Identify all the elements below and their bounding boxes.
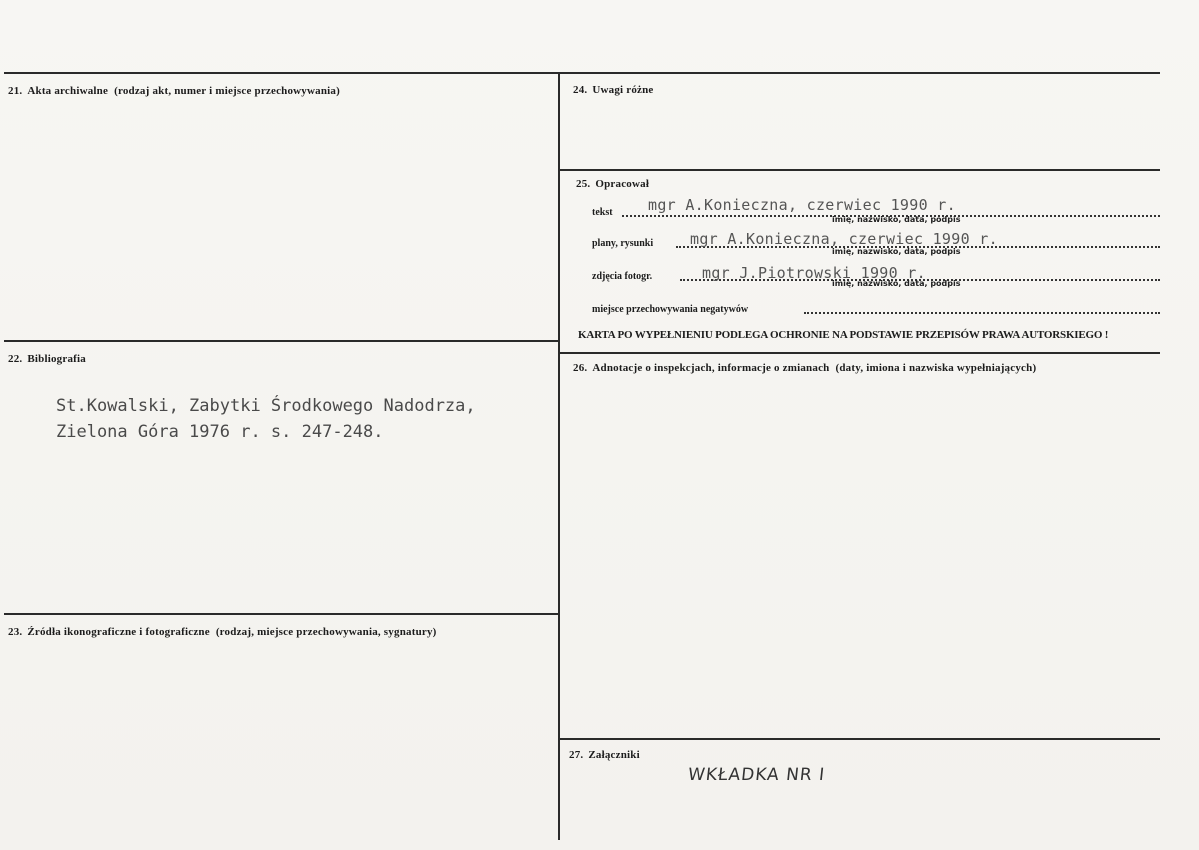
negatives-label: miejsce przechowywania negatywów <box>592 304 749 315</box>
section-25-heading <box>576 178 649 190</box>
bibliography-line-1: St.Kowalski, Zabytki Środkowego Nadodrza, <box>56 396 476 416</box>
text-sub-caption: imię, nazwisko, data, podpis <box>832 215 961 224</box>
photos-value: mgr J.Piotrowski 1990 r. <box>702 264 926 282</box>
section-23-number: 23. <box>8 626 23 638</box>
plans-value: mgr A.Konieczna, czerwiec 1990 r. <box>690 230 998 248</box>
rule-22-23 <box>4 613 559 615</box>
section-23-note: (rodzaj, miejsce przechowywania, sygnatury) <box>215 626 437 638</box>
plans-label: plany, rysunki <box>592 238 654 249</box>
section-26-title: Adnotacje o inspekcjach, informacje o zmianach <box>592 362 830 374</box>
handwritten-attachment: WKŁADKA NR I <box>686 765 827 785</box>
text-value: mgr A.Konieczna, czerwiec 1990 r. <box>648 196 956 214</box>
text-label: tekst <box>592 207 613 218</box>
section-21-note: (rodzaj akt, numer i miejsce przechowywania) <box>114 85 340 97</box>
section-23-heading <box>8 626 437 638</box>
section-27-heading <box>569 749 640 761</box>
negatives-dotted-line <box>804 312 1160 314</box>
section-27-number: 27. <box>569 749 584 761</box>
rule-25-26 <box>559 352 1160 354</box>
section-26-number: 26. <box>573 362 588 374</box>
section-24-title: Uwagi różne <box>592 84 654 96</box>
rule-21-22 <box>4 340 559 342</box>
section-22-heading <box>8 353 86 365</box>
section-27-title: Załączniki <box>588 749 640 761</box>
section-24-number: 24. <box>573 84 588 96</box>
section-26-note: (daty, imiona i nazwiska wypełniających) <box>835 362 1037 374</box>
top-rule <box>4 72 1160 74</box>
copyright-warning: KARTA PO WYPEŁNIENIU PODLEGA OCHRONIE NA PODSTAWIE PRZEPISÓW PRAWA AUTORSKIEGO ! <box>578 329 1109 341</box>
photos-label: zdjęcia fotogr. <box>592 271 653 282</box>
bibliography-entry <box>56 393 476 445</box>
section-22-title: Bibliografia <box>27 353 86 365</box>
section-25-title: Opracował <box>595 178 650 190</box>
rule-24-25 <box>559 169 1160 171</box>
section-26-heading <box>573 362 1036 374</box>
section-22-number: 22. <box>8 353 23 365</box>
plans-sub-caption: imię, nazwisko, data, podpis <box>832 247 961 256</box>
section-21-number: 21. <box>8 85 23 97</box>
section-25-number: 25. <box>576 178 591 190</box>
row-negatives <box>592 300 1160 316</box>
bibliography-line-2: Zielona Góra 1976 r. s. 247-248. <box>56 422 384 442</box>
section-21-heading <box>8 85 340 97</box>
rule-26-27 <box>559 738 1160 740</box>
photos-sub-caption: imię, nazwisko, data, podpis <box>832 279 961 288</box>
section-21-title: Akta archiwalne <box>27 85 109 97</box>
section-24-heading <box>573 84 654 96</box>
section-23-title: Źródła ikonograficzne i fotograficzne <box>27 626 210 638</box>
column-divider <box>558 72 560 840</box>
